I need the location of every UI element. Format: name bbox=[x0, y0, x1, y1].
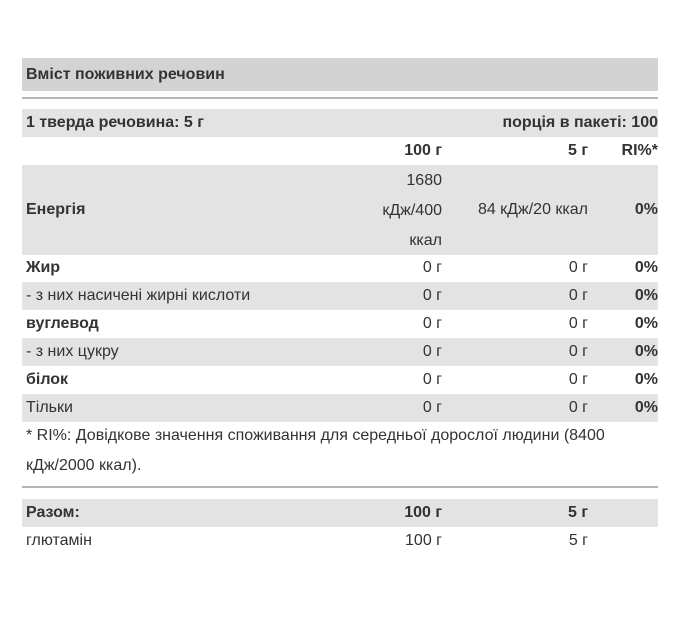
nutrient-name: Жир bbox=[26, 259, 61, 276]
ingredient-5g: 5 г bbox=[568, 532, 588, 549]
ingredient-100g: 100 г bbox=[405, 532, 442, 549]
table-row bbox=[22, 394, 658, 422]
energy-100g: 1680 кДж/400 ккал bbox=[382, 171, 442, 249]
value-100g: 0 г bbox=[422, 399, 442, 416]
serving-row bbox=[22, 109, 658, 137]
value-ri: 0% bbox=[634, 399, 658, 416]
value-ri: 0% bbox=[634, 315, 658, 332]
value-5g: 0 г bbox=[568, 287, 588, 304]
nutrient-name: Тільки bbox=[26, 399, 73, 416]
table-row bbox=[22, 310, 658, 338]
value-ri: 0% bbox=[634, 371, 658, 388]
value-5g: 0 г bbox=[568, 343, 588, 360]
nutrient-name: Енергія bbox=[26, 201, 86, 218]
value-ri: 0% bbox=[634, 259, 658, 276]
value-5g: 0 г bbox=[568, 371, 588, 388]
header-ri: RI%* bbox=[621, 142, 658, 159]
value-100g: 0 г bbox=[422, 287, 442, 304]
ri-footnote: * RI%: Довідкове значення споживання для середньої дорослої людини (8400 кДж/2000 ккал). bbox=[26, 427, 605, 474]
ingredients-header-5g: 5 г bbox=[567, 504, 588, 521]
servings-per-pack: порція в пакеті: 100 bbox=[502, 114, 658, 131]
nutrient-name: - з них цукру bbox=[26, 343, 119, 360]
value-5g: 0 г bbox=[568, 259, 588, 276]
header-5g: 5 г bbox=[567, 142, 588, 159]
nutrient-name: білок bbox=[26, 371, 69, 388]
value-100g: 0 г bbox=[422, 343, 442, 360]
divider bbox=[22, 486, 658, 488]
table-row bbox=[22, 282, 658, 310]
ingredients-header-row bbox=[22, 499, 658, 527]
header-100g: 100 г bbox=[404, 142, 442, 159]
divider bbox=[22, 97, 658, 99]
value-ri: 0% bbox=[634, 343, 658, 360]
value-5g: 0 г bbox=[568, 399, 588, 416]
ingredients-total-label: Разом: bbox=[26, 504, 80, 521]
value-100g: 0 г bbox=[422, 371, 442, 388]
table-header-row bbox=[22, 137, 658, 165]
table-row bbox=[22, 527, 658, 555]
nutrient-name: вуглевод bbox=[26, 315, 99, 332]
nutrient-name: - з них насичені жирні кислоти bbox=[26, 287, 251, 304]
serving-size: 1 тверда речовина: 5 г bbox=[26, 114, 204, 131]
ingredients-header-100g: 100 г bbox=[404, 504, 442, 521]
nutrition-title: Вміст поживних речовин bbox=[22, 58, 658, 91]
table-row-energy bbox=[22, 165, 658, 255]
ingredient-name: глютамін bbox=[26, 532, 92, 549]
table-row bbox=[22, 338, 658, 366]
value-ri: 0% bbox=[634, 287, 658, 304]
table-row bbox=[22, 254, 658, 282]
value-100g: 0 г bbox=[422, 315, 442, 332]
value-100g: 0 г bbox=[422, 259, 442, 276]
energy-ri: 0% bbox=[634, 201, 658, 218]
energy-5g: 84 кДж/20 ккал bbox=[477, 201, 588, 218]
table-row bbox=[22, 366, 658, 394]
value-5g: 0 г bbox=[568, 315, 588, 332]
